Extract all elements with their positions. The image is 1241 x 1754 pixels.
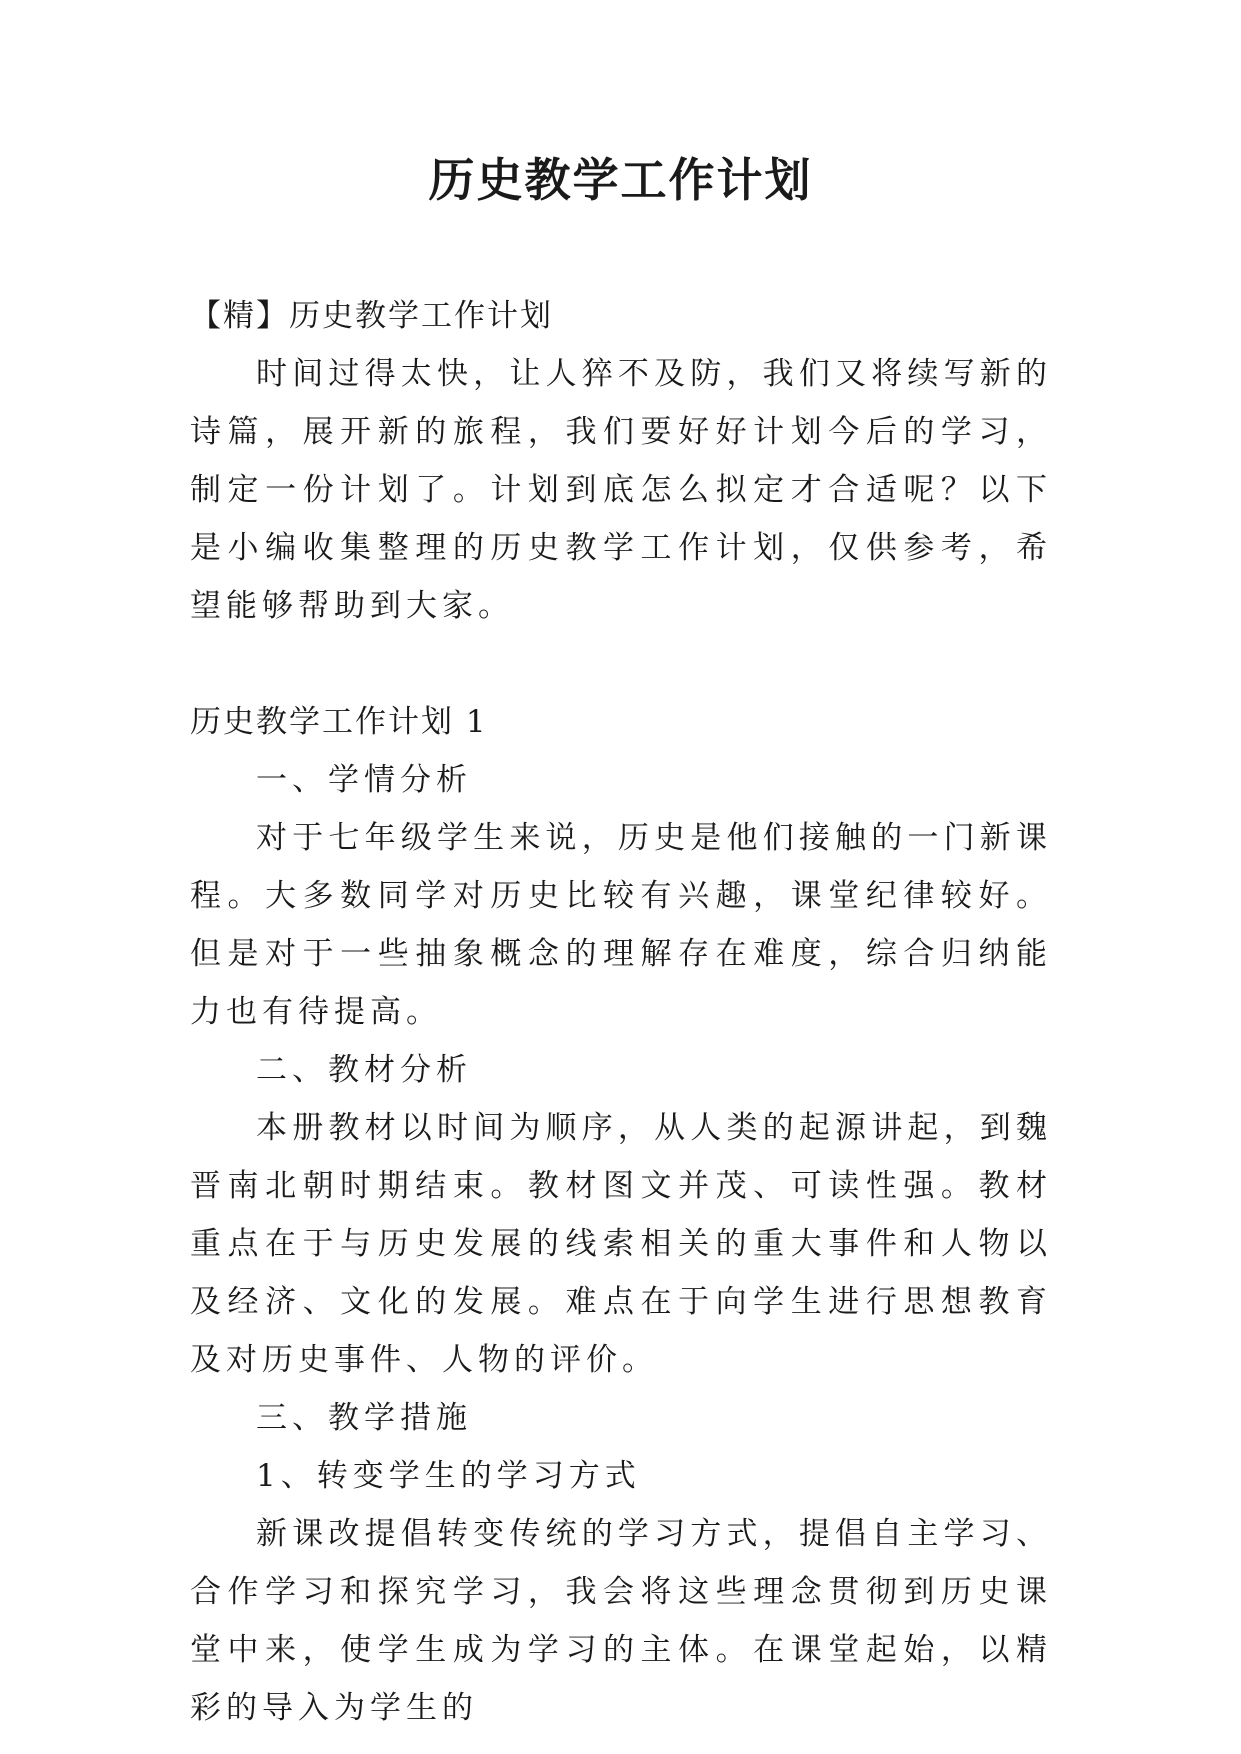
- part1-heading: 一、学情分析: [256, 762, 472, 798]
- document-title: 历史教学工作计划: [428, 153, 813, 207]
- intro-paragraph: 时间过得太快，让人猝不及防，我们又将续写新的诗篇，展开新的旅程，我们要好好计划今后的学习，制定一份计划了。计划到底怎么拟定才合适呢？以下是小编收集整理的历史教学工作计划，仅供参考，希望能够帮助到大家。: [190, 356, 1052, 624]
- part3-sub1-paragraph: 新课改提倡转变传统的学习方式，提倡自主学习、合作学习和探究学习，我会将这些理念贯彻到历史课堂中来，使学生成为学习的主体。在课堂起始，以精彩的导入为学生的: [190, 1516, 1052, 1726]
- part3-heading: 三、教学措施: [256, 1400, 472, 1436]
- part3-sub1-heading: 1、转变学生的学习方式: [256, 1458, 641, 1494]
- part2-heading: 二、教材分析: [256, 1052, 472, 1088]
- part2-paragraph: 本册教材以时间为顺序，从人类的起源讲起，到魏晋南北朝时期结束。教材图文并茂、可读性强。教材重点在于与历史发展的线索相关的重大事件和人物以及经济、文化的发展。难点在于向学生进行思想教育及对历史事件、人物的评价。: [190, 1110, 1052, 1378]
- part1-paragraph: 对于七年级学生来说，历史是他们接触的一门新课程。大多数同学对历史比较有兴趣，课堂纪律较好。但是对于一些抽象概念的理解存在难度，综合归纳能力也有待提高。: [190, 820, 1052, 1030]
- section-title: 历史教学工作计划 1: [190, 704, 488, 740]
- heading-line: 【精】历史教学工作计划: [190, 298, 553, 334]
- document-body: [190, 287, 1052, 1737]
